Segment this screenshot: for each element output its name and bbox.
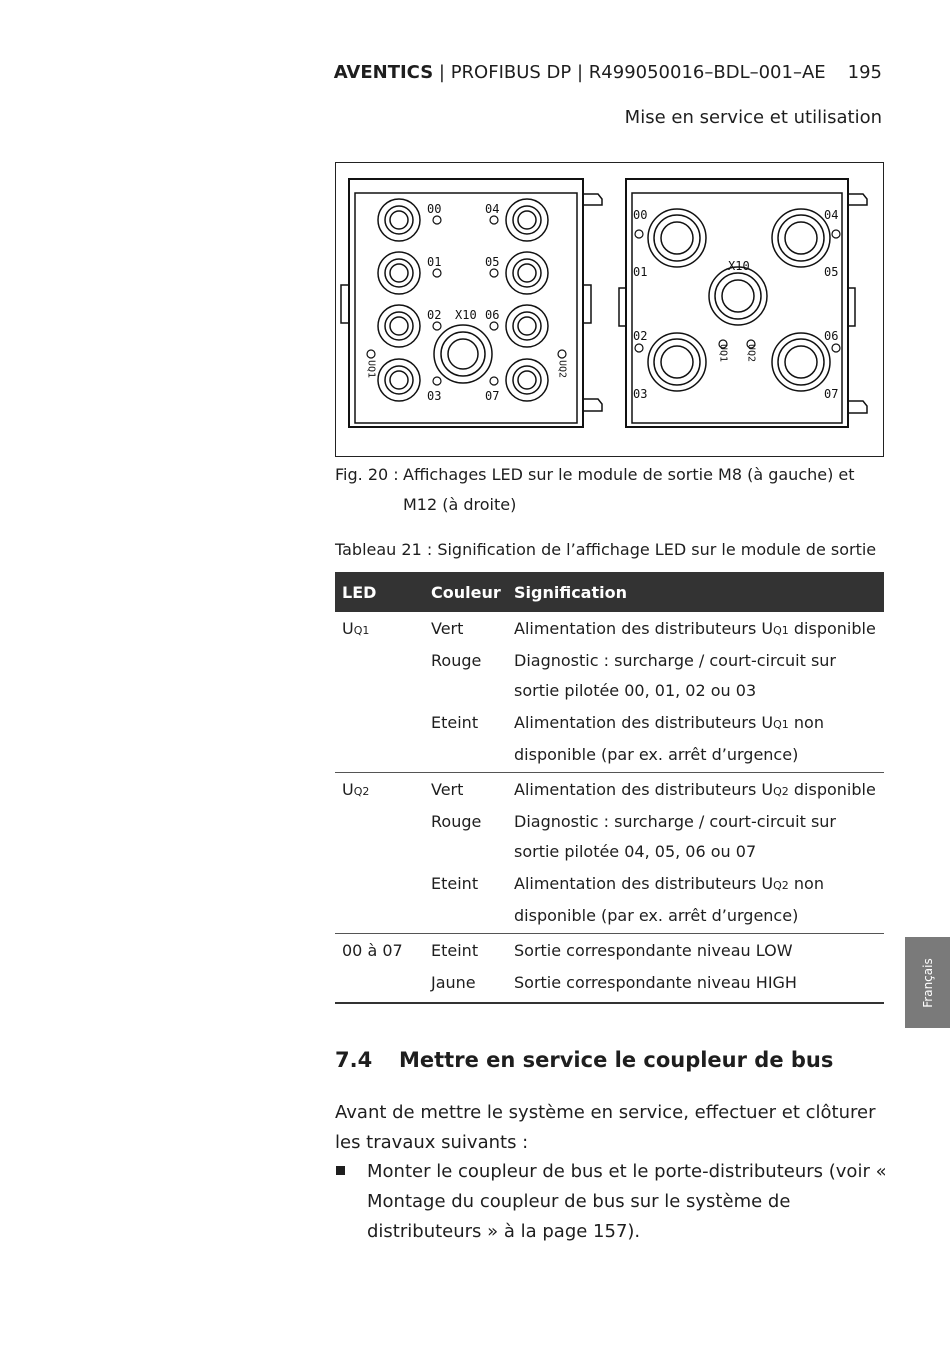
table-row (335, 968, 884, 1003)
table-row (335, 869, 884, 934)
bullet-square-icon (336, 1166, 345, 1175)
table-title: Tableau 21 : Signification de l’affichage LED sur le module de sortie (335, 540, 877, 559)
cell-led: 00 à 07 (342, 941, 403, 960)
table-header-row (335, 572, 884, 612)
m8-label-06: 06 (485, 308, 500, 322)
m8-label-00: 00 (427, 202, 442, 216)
m8-label-uq2: UQ2 (556, 359, 568, 379)
language-tab (905, 937, 950, 1028)
document-reference: | PROFIBUS DP | R499050016–BDL–001–AE (433, 62, 826, 83)
module-drawing (336, 163, 885, 458)
figure-caption-text: Affichages LED sur le module de sortie M8 (à gauche) et M12 (à droite) (403, 465, 855, 514)
m12-label-06: 06 (824, 329, 839, 343)
m12-label-01: 01 (633, 265, 648, 279)
m12-label-04: 04 (824, 208, 839, 222)
m8-label-05: 05 (485, 255, 500, 269)
m8-label-01: 01 (427, 255, 442, 269)
section-number: 7.4 (335, 1048, 373, 1072)
cell-meaning: Alimentation des distributeurs UQ2 non disponible (par ex. arrêt d’urgence) (507, 869, 884, 934)
m8-label-x10: X10 (455, 308, 477, 322)
page-number: 195 (847, 62, 882, 83)
cell-meaning: Alimentation des distributeurs UQ2 disponible (514, 780, 876, 799)
cell-color: Rouge (431, 812, 482, 831)
section-title: Mettre en service le coupleur de bus (399, 1048, 834, 1072)
running-section-title: Mise en service et utilisation (624, 107, 882, 128)
cell-led (335, 807, 424, 869)
cell-color: Vert (431, 780, 464, 799)
m8-label-02: 02 (427, 308, 442, 322)
cell-meaning: Diagnostic : surcharge / court-circuit sur sortie pilotée 00, 01, 02 ou 03 (514, 651, 836, 700)
m12-module (619, 179, 867, 427)
intro-paragraph: Avant de mettre le système en service, effectuer et clôturer les travaux suivants : (335, 1102, 876, 1153)
m12-label-05: 05 (824, 265, 839, 279)
cell-meaning: Alimentation des distributeurs UQ1 disponible (514, 619, 876, 638)
led-meaning-table (335, 572, 884, 1004)
table-row (335, 807, 884, 869)
figure-number: Fig. 20 : (335, 465, 399, 484)
m8-label-03: 03 (427, 389, 442, 403)
list-item: Monter le coupleur de bus et le porte-distributeurs (voir « Montage du coupleur de bus sur le système de distributeurs » à la page 157). (367, 1161, 887, 1242)
m8-label-07: 07 (485, 389, 500, 403)
m8-connector (378, 199, 548, 401)
cell-led (335, 968, 424, 1003)
cell-led (335, 708, 424, 773)
cell-led: UQ2 (342, 780, 370, 799)
header-color: Couleur (424, 572, 507, 612)
cell-color: Jaune (424, 968, 507, 1003)
header-meaning: Signification (507, 572, 884, 612)
table-row (335, 934, 884, 969)
brand-name: AVENTICS (333, 62, 434, 83)
cell-meaning: Sortie correspondante niveau LOW (514, 941, 793, 960)
cell-color: Eteint (431, 941, 479, 960)
figure-led-modules (335, 162, 884, 457)
cell-color: Eteint (424, 869, 507, 934)
cell-led (335, 869, 424, 934)
table-row (335, 773, 884, 808)
table-row (335, 612, 884, 646)
m12-label-00: 00 (633, 208, 648, 222)
cell-meaning: Sortie correspondante niveau HIGH (507, 968, 884, 1003)
m12-label-x10: X10 (728, 259, 750, 273)
m8-label-uq1: UQ1 (365, 359, 377, 379)
table-row (335, 646, 884, 708)
m12-label-uq1: UQ1 (717, 343, 729, 363)
cell-meaning: Alimentation des distributeurs UQ1 non disponible (par ex. arrêt d’urgence) (507, 708, 884, 773)
cell-led: UQ1 (342, 619, 370, 638)
table-row (335, 708, 884, 773)
cell-meaning: Diagnostic : surcharge / court-circuit sur sortie pilotée 04, 05, 06 ou 07 (514, 812, 836, 861)
cell-color: Vert (431, 619, 464, 638)
m12-label-03: 03 (633, 387, 648, 401)
language-tab-label: Français (920, 957, 935, 1008)
header-led: LED (335, 572, 424, 612)
m12-connector (648, 209, 830, 391)
m8-label-04: 04 (485, 202, 500, 216)
cell-color: Rouge (431, 651, 482, 670)
cell-color: Eteint (424, 708, 507, 773)
m12-label-uq2: UQ2 (745, 343, 757, 363)
m8-module (341, 179, 602, 427)
running-header (334, 62, 882, 83)
m12-label-07: 07 (824, 387, 839, 401)
m12-label-02: 02 (633, 329, 648, 343)
cell-led (335, 646, 424, 708)
section-heading (335, 1048, 833, 1072)
